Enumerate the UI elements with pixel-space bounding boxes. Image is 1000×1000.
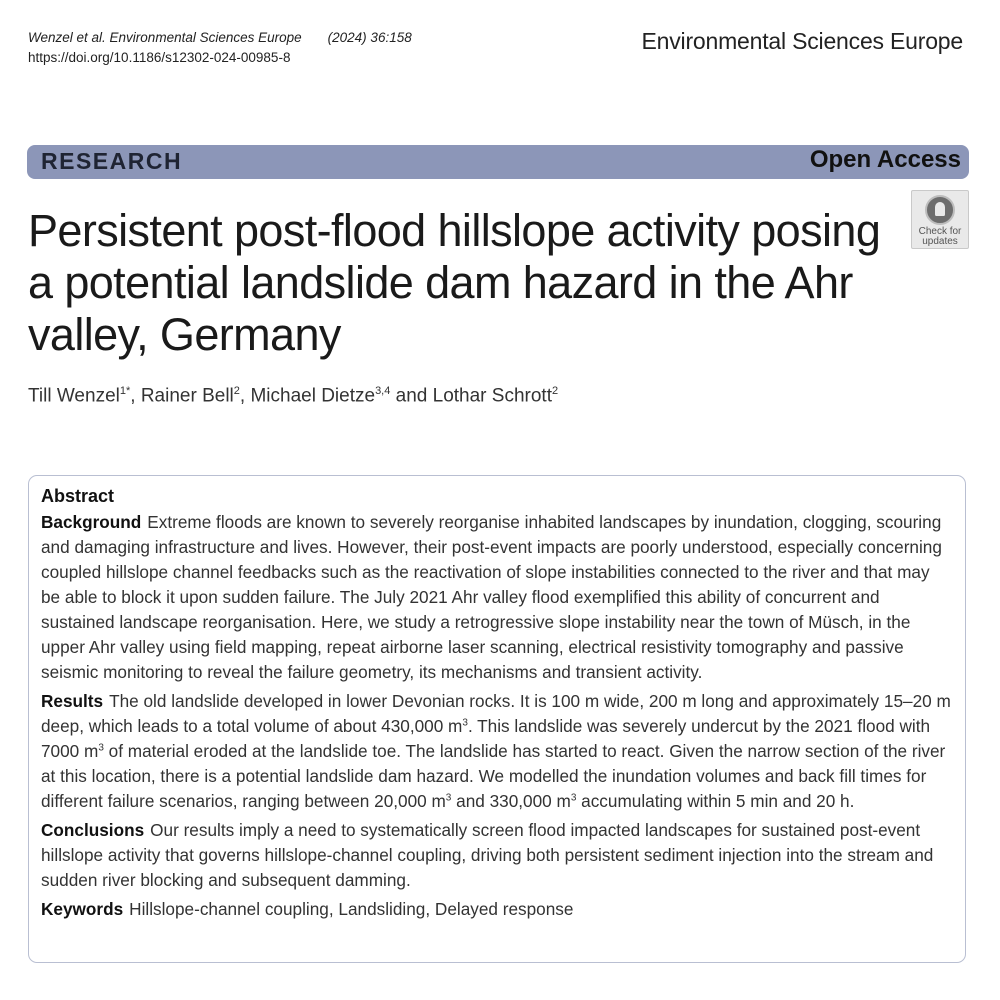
section-text: Extreme floods are known to severely reorganise inhabited landscapes by inundation, clogging, scouring and damaging infrastructure and lives. However, their post-event impacts are poorly understood, especially concerning coupled hillslope channel feedbacks such as the reactivation of slope instabilities connected to the river and that may be able to block it upon sudden failure. The July 2021 Ahr valley flood exemplified this ability of concurrent and sustained landscape reorganisation. Here, we study a retrogressive slope instability near the town of Müsch, in the upper Ahr valley using field mapping, repeat airborne laser scanning, electrical resistivity tomography and passive seismic monitoring to reveal the failure geometry, its mechanisms and transient activity.: [41, 512, 942, 682]
author-name[interactable]: Till Wenzel: [28, 385, 120, 407]
open-access-label: Open Access: [809, 146, 961, 173]
section-label: Keywords: [41, 899, 124, 919]
abstract-conclusions: [41, 818, 953, 893]
author-name[interactable]: Rainer Bell: [140, 385, 234, 407]
section-label: Conclusions: [41, 820, 145, 840]
author-name[interactable]: Michael Dietze: [250, 385, 376, 407]
author-name[interactable]: Lothar Schrott: [432, 385, 552, 407]
abstract-heading: Abstract: [41, 486, 115, 506]
section-label: Results: [41, 691, 104, 711]
author-affiliation: 3,4: [375, 385, 391, 397]
author-list: Till Wenzel$^{1*}$, Rainer Bell$^2$, Michael Dietze$^{3,4}$ and Lothar Schrott$^2$: [28, 385, 559, 407]
doi-link[interactable]: https://doi.org/10.1186/s12302-024-00985-8: [28, 50, 291, 65]
citation-block: [28, 28, 412, 68]
abstract-results: Results The old landslide developed in lower Devonian rocks. It is 100 m wide, 200 m long and approximately 15–20 m deep, which leads to a total volume of about 430,000 $m^3$. This landslide was severely undercut by the 2021 flood with 7000 $m^3$ of material eroded at the landslide toe. The landslide has started to react. Given the narrow section of the river at this location, there is a potential landslide dam hazard. We modelled the inundation volumes and back fill times for different failure scenarios, ranging between 20,000 $m^3$ and 330,000 $m^3$ accumulating within 5 min and 20 h.: [41, 691, 951, 811]
abstract-keywords: [41, 897, 953, 922]
author-affiliation: 1*: [119, 385, 131, 397]
check-for-updates-label: Check for updates: [918, 226, 962, 247]
bookmark-icon: [925, 195, 955, 225]
citation-journal: Environmental Sciences Europe: [109, 30, 302, 45]
citation-line: [28, 28, 412, 48]
article-type-label: RESEARCH: [41, 148, 183, 174]
citation-volume: (2024) 36:158: [327, 30, 412, 45]
citation-authors: Wenzel et al.: [28, 30, 110, 45]
section-label: Background: [41, 512, 142, 532]
article-type-banner: [27, 145, 969, 179]
author-affiliation: 2: [233, 385, 240, 397]
abstract-box: [28, 475, 966, 963]
section-text: Our results imply a need to systematically screen flood impacted landscapes for sustained post-event hillslope activity that governs hillslope-channel coupling, driving both persistent sediment injection into the stream and sudden river blocking and subsequent damming.: [41, 820, 934, 890]
keywords-text: Hillslope-channel coupling, Landsliding, Delayed response: [129, 899, 574, 919]
check-for-updates-button[interactable]: [911, 190, 969, 249]
article-title: Persistent post-flood hillslope activity posing a potential landslide dam hazard in the Ahr valley, Germany: [28, 205, 881, 360]
journal-name: Environmental Sciences Europe: [641, 28, 963, 54]
author-affiliation: 2: [551, 385, 559, 397]
abstract-background: [41, 510, 953, 685]
